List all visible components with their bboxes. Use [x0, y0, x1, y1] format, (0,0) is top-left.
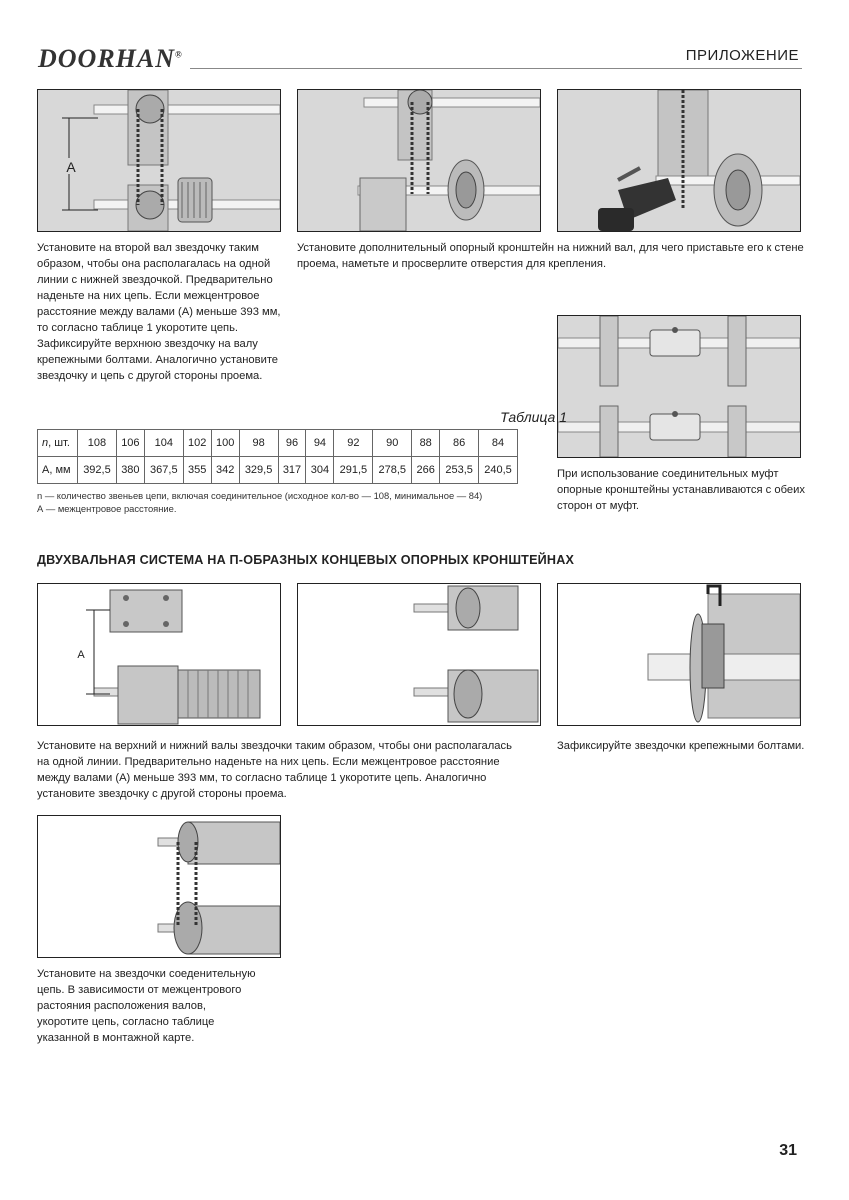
- table-cell: 291,5: [334, 457, 373, 484]
- table-note-a: А — межцентровое расстояние.: [37, 503, 177, 514]
- table-cell: 102: [183, 430, 211, 457]
- table-cell: 86: [440, 430, 479, 457]
- chain-table: [37, 429, 518, 484]
- table-cell: 367,5: [144, 457, 183, 484]
- two-shaft-chain-illustration: [37, 89, 281, 232]
- table-cell: 380: [116, 457, 144, 484]
- p-bracket-sprockets-illustration: [297, 583, 541, 726]
- coupling-brackets-illustration: [557, 315, 801, 458]
- table-row-label: А, мм: [38, 457, 78, 484]
- table-cell: 355: [183, 457, 211, 484]
- table-cell: 92: [334, 430, 373, 457]
- table-cell: 94: [306, 430, 334, 457]
- table-cell: 240,5: [479, 457, 518, 484]
- sec2-fig4-caption: Установите на звездочки соеденительную цепь. В зависимости от межцентрового растояния расположения валов, укоротите цепь, согласно таблице указанной в монтажной карте.: [37, 968, 256, 1044]
- table-row: [38, 430, 518, 457]
- table-row: [38, 457, 518, 484]
- coupling-caption: При использование соединительных муфт опорные кронштейны устанавливаются с обеих сторон от муфт.: [557, 468, 805, 512]
- header-rule: [190, 68, 802, 69]
- table-cell: 106: [116, 430, 144, 457]
- table-note-n: n — количество звеньев цепи, включая соединительное (исходное кол-во — 108, минимальное — 84): [37, 490, 483, 501]
- sec2-fig3-caption: Зафиксируйте звездочки крепежными болтами.: [557, 740, 805, 752]
- sec2-fig12-caption: Установите на верхний и нижний валы звездочки таким образом, чтобы они располагалась на одной линии. Предварительно наденьте на них цепь. Если межцентровое расстояние между валами (А) меньше 393 мм, то согласно таблице 1 укоротите цепь. Аналогично установите звездочку с другой стороны проема.: [37, 740, 512, 800]
- table-cell: 278,5: [373, 457, 412, 484]
- table-cell: 104: [144, 430, 183, 457]
- chain-install-illustration: [37, 815, 281, 958]
- table-cell: 266: [412, 457, 440, 484]
- dimension-a-label: A: [66, 159, 76, 175]
- drill-mounting-illustration: [557, 89, 801, 232]
- table-cell: 392,5: [78, 457, 117, 484]
- section2-heading: ДВУХВАЛЬНАЯ СИСТЕМА НА П-ОБРАЗНЫХ КОНЦЕВЫХ ОПОРНЫХ КРОНШТЕЙНАХ: [37, 553, 575, 567]
- table-row-label: n, шт.: [38, 430, 78, 457]
- fig1-caption: Установите на второй вал звездочку таким образом, чтобы она располагалась на одной линии с нижней звездочкой. Предварительно наденьте на них цепь. Если межцентровое расстояние между валами (А) меньше 393 мм, то согласно таблице 1 укоротите цепь. Зафиксируйте верхнюю звездочку на валу крепежными болтами. Аналогично установите звездочку и цепь с другой стороны проема.: [37, 242, 281, 382]
- sprocket-bolt-illustration: [557, 583, 801, 726]
- table-cell: 90: [373, 430, 412, 457]
- brand-logo: DOORHAN®: [38, 44, 183, 73]
- table-title: Таблица 1: [500, 409, 567, 425]
- dimension-a-label: A: [77, 649, 85, 661]
- page-number: 31: [779, 1142, 797, 1159]
- table-cell: 88: [412, 430, 440, 457]
- table-cell: 329,5: [239, 457, 278, 484]
- table-cell: 304: [306, 457, 334, 484]
- section-title: ПРИЛОЖЕНИЕ: [685, 47, 799, 64]
- table-cell: 98: [239, 430, 278, 457]
- bracket-drilling-illustration: [297, 89, 541, 232]
- p-bracket-shafts-illustration: [37, 583, 281, 726]
- table-notes: [37, 489, 527, 515]
- table-cell: 108: [78, 430, 117, 457]
- table-cell: 342: [211, 457, 239, 484]
- fig2-caption: Установите дополнительный опорный кронштейн на нижний вал, для чего приставьте его к стене проема, наметьте и просверлите отверстия для крепления.: [297, 242, 804, 270]
- table-cell: 317: [278, 457, 306, 484]
- table-cell: 100: [211, 430, 239, 457]
- table-cell: 84: [479, 430, 518, 457]
- table-cell: 253,5: [440, 457, 479, 484]
- table-cell: 96: [278, 430, 306, 457]
